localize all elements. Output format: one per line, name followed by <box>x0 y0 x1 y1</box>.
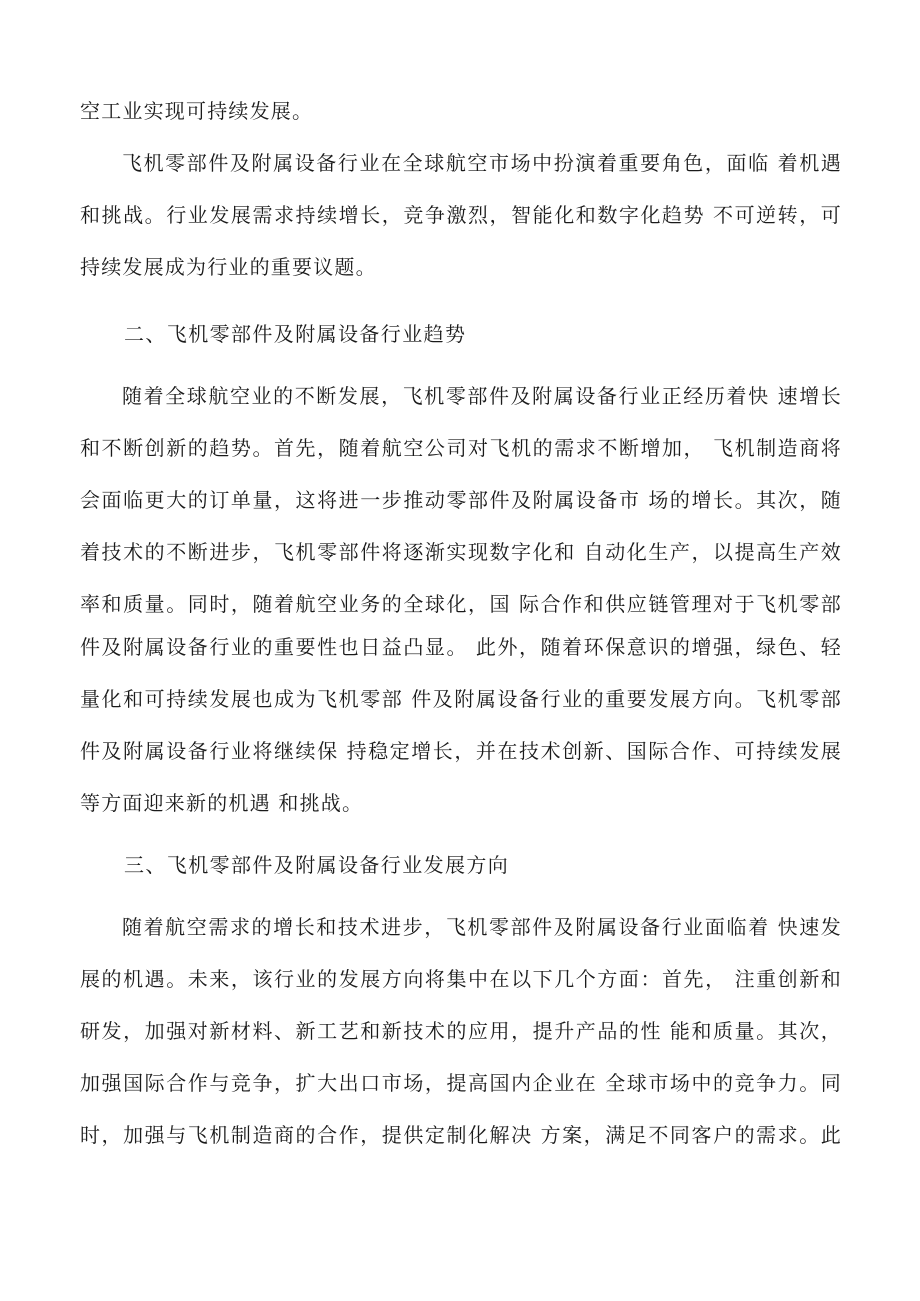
text-line: 展的机遇。未来，该行业的发展方向将集中在以下几个方面：首先， 注重创新和 <box>80 967 842 991</box>
text-line: 和挑战。行业发展需求持续增长，竞争激烈，智能化和数字化趋势 不可逆转，可 <box>80 203 842 227</box>
text-line: 空工业实现可持续发展。 <box>80 99 314 123</box>
text-line: 研发，加强对新材料、新工艺和新技术的应用，提升产品的性 能和质量。其次， <box>80 1019 842 1043</box>
section-heading-2: 二、飞机零部件及附属设备行业趋势 <box>124 322 467 346</box>
text-line: 持续发展成为行业的重要议题。 <box>80 255 377 279</box>
text-line: 件及附属设备行业的重要性也日益凸显。 此外，随着环保意识的增强，绿色、轻 <box>80 635 842 659</box>
section-heading-3: 三、飞机零部件及附属设备行业发展方向 <box>124 853 510 877</box>
text-line: 会面临更大的订单量，这将进一步推动零部件及附属设备市 场的增长。其次，随 <box>80 488 842 512</box>
text-line: 和不断创新的趋势。首先，随着航空公司对飞机的需求不断增加， 飞机制造商将 <box>80 436 842 460</box>
text-line: 时，加强与飞机制造商的合作，提供定制化解决 方案，满足不同客户的需求。此 <box>80 1123 842 1147</box>
text-line: 等方面迎来新的机遇 和挑战。 <box>80 791 364 815</box>
text-line: 率和质量。同时，随着航空业务的全球化，国 际合作和供应链管理对于飞机零部 <box>80 592 842 616</box>
text-line: 随着全球航空业的不断发展，飞机零部件及附属设备行业正经历着快 速增长 <box>122 384 842 408</box>
text-line: 飞机零部件及附属设备行业在全球航空市场中扮演着重要角色，面临 着机遇 <box>122 151 842 175</box>
text-line: 件及附属设备行业将继续保 持稳定增长，并在技术创新、国际合作、可持续发展 <box>80 739 842 763</box>
text-line: 加强国际合作与竞争，扩大出口市场，提高国内企业在 全球市场中的竞争力。同 <box>80 1071 842 1095</box>
text-line: 量化和可持续发展也成为飞机零部 件及附属设备行业的重要发展方向。飞机零部 <box>80 687 842 711</box>
text-line: 着技术的不断进步，飞机零部件将逐渐实现数字化和 自动化生产，以提高生产效 <box>80 540 842 564</box>
text-line: 随着航空需求的增长和技术进步，飞机零部件及附属设备行业面临着 快速发 <box>122 915 842 939</box>
